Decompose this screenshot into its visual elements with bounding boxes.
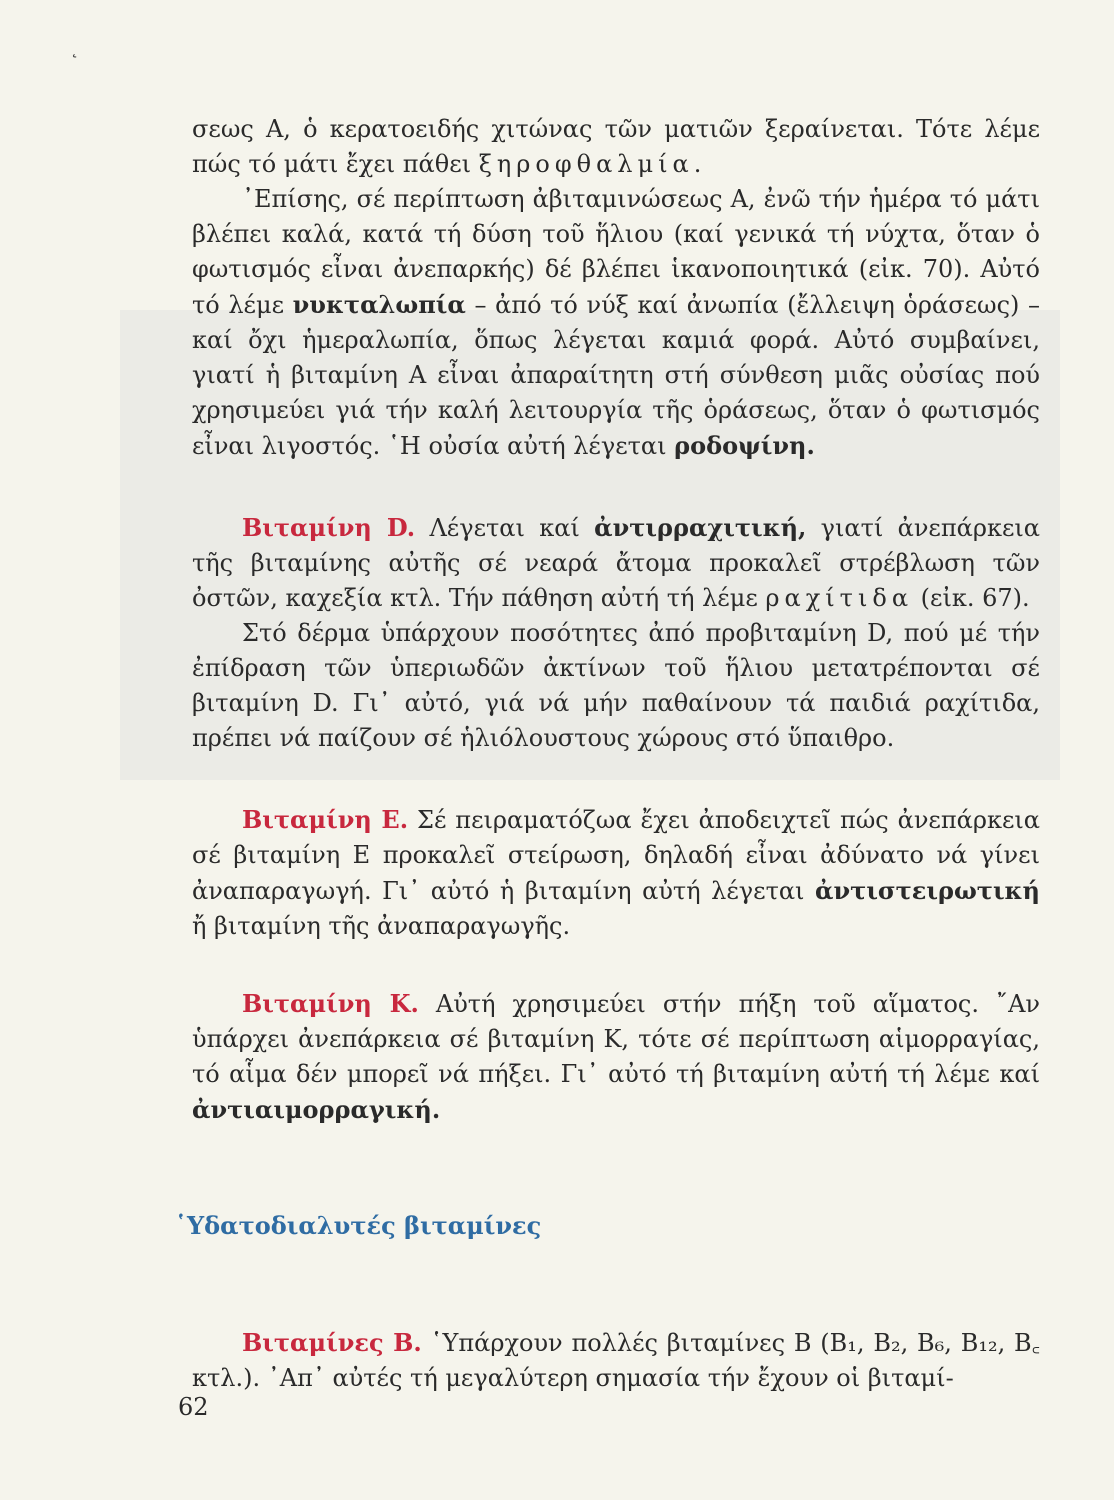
intro-paragraph-2: ᾽Επίσης, σέ περίπτωση ἀβιταμινώσεως Α, ἐνῶ τήν ἡμέρα τό μάτι βλέπει καλά, κατά τή δύση τοῦ ἥλιου (καί γενικά τή νύχτα, ὅταν ὁ φωτισμός εἶναι ἀνεπαρκής) δέ βλέπει ἱκανοποιητικά (εἰκ. 70). Αὐτό τό λέμε νυκταλωπία – ἀπό τό νύξ καί ἀνωπία (ἔλλειψη ὁράσεως) – καί ὄχι ἡμεραλωπία, ὅπως λέγεται καμιά φορά. Αὐτό συμβαίνει, γιατί ἡ βιταμίνη Α εἶναι ἀπαραίτητη στή σύνθεση μιᾶς οὐσίας πού χρησιμεύει γιά τήν καλή λειτουργία τῆς ὁράσεως, ὅταν ὁ φωτισμός εἶναι λιγοστός. ῾Η οὐσία αὐτή λέγεται ροδοψίνη.	[192, 185, 1040, 460]
vitamin-k-paragraph: Βιταμίνη Κ. Αὐτή χρησιμεύει στήν πήξη τοῦ αἵματος. ῎Αν ὑπάρχει ἀνεπάρκεια σέ βιταμίνη Κ, τότε σέ περίπτωση αἱμορραγίας, τό αἷμα δέν μπορεῖ νά πήξει. Γι᾽ αὐτό τή βιταμίνη αὐτή τή λέμε καί ἀντιαιμορραγική.	[192, 989, 1040, 1124]
term-antisterility: ἀντιστειρωτική	[815, 876, 1040, 905]
term-antirachitic: ἀντιρραχιτική,	[594, 513, 807, 542]
vitamins-b-heading: Βιταμίνες Β.	[242, 1328, 422, 1357]
vitamin-k-heading: Βιταμίνη Κ.	[242, 989, 419, 1018]
vitamins-b-section	[192, 1325, 1040, 1396]
term-rhodopsin: ροδοψίνη.	[674, 431, 815, 460]
intro-paragraph-1: σεως Α, ὁ κερατοειδής χιτώνας τῶν ματιῶν ξεραίνεται. Τότε λέμε πώς τό μάτι ἔχει πάθει ξηροφθαλμία.	[192, 115, 1040, 178]
vitamin-e-paragraph: Βιταμίνη Ε. Σέ πειραματόζωα ἔχει ἀποδειχτεῖ πώς ἀνεπάρκεια σέ βιταμίνη Ε προκαλεῖ στείρωση, δηλαδή εἶναι ἀδύνατο νά γίνει ἀναπαραγωγή. Γι᾽ αὐτό ἡ βιταμίνη αὐτή λέγεται ἀντιστειρωτική ἤ βιταμίνη τῆς ἀναπαραγωγῆς.	[192, 805, 1041, 940]
vitamin-d-heading: Βιταμίνη D.	[242, 513, 416, 542]
intro-block	[192, 112, 1040, 464]
term-xerophthalmia: ξηροφθαλμία	[478, 150, 694, 178]
page-mark: ˛	[70, 38, 79, 59]
term-rickets: ραχίτιδα	[765, 584, 914, 612]
page-number: 62	[178, 1393, 209, 1421]
vitamin-d-paragraph-1: Βιταμίνη D. Λέγεται καί ἀντιρραχιτική, γιατί ἀνεπάρκεια τῆς βιταμίνης αὐτῆς σέ νεαρά ἄτομα προκαλεῖ στρέβλωση τῶν ὀστῶν, καχεξία κτλ. Τήν πάθηση αὐτή τή λέμε ραχίτιδα (εἰκ. 67).	[192, 513, 1041, 612]
vitamin-k-section	[192, 986, 1040, 1128]
term-nyctalopia: νυκταλωπία	[292, 290, 466, 319]
term-antihemorrhagic: ἀντιαιμορραγική.	[192, 1095, 441, 1124]
vitamin-d-paragraph-2: Στό δέρμα ὑπάρχουν ποσότητες ἀπό προβιταμίνη D, πού μέ τήν ἐπίδραση τῶν ὑπεριωδῶν ἀκτίνων τοῦ ἥλιου μετατρέπονται σέ βιταμίνη D. Γι᾽ αὐτό, γιά νά μήν παθαίνουν τά παιδιά ραχίτιδα, πρέπει νά παίζουν σέ ἡλιόλουστους χώρους στό ὕπαιθρο.	[192, 619, 1040, 752]
vitamin-d-section	[192, 510, 1040, 756]
vitamin-e-heading: Βιταμίνη Ε.	[242, 805, 409, 834]
section-title: ῾Υδατοδιαλυτές βιταμίνες	[175, 1211, 542, 1240]
vitamin-e-section	[192, 802, 1040, 944]
vitamins-b-paragraph: Βιταμίνες Β. ῾Υπάρχουν πολλές βιταμίνες Β (Β₁, Β₂, Β₆, Β₁₂, Β꜀ κτλ.). ᾽Απ᾽ αὐτές τή μεγαλύτερη σημασία τήν ἔχουν οἱ βιταμί-	[192, 1328, 1041, 1392]
